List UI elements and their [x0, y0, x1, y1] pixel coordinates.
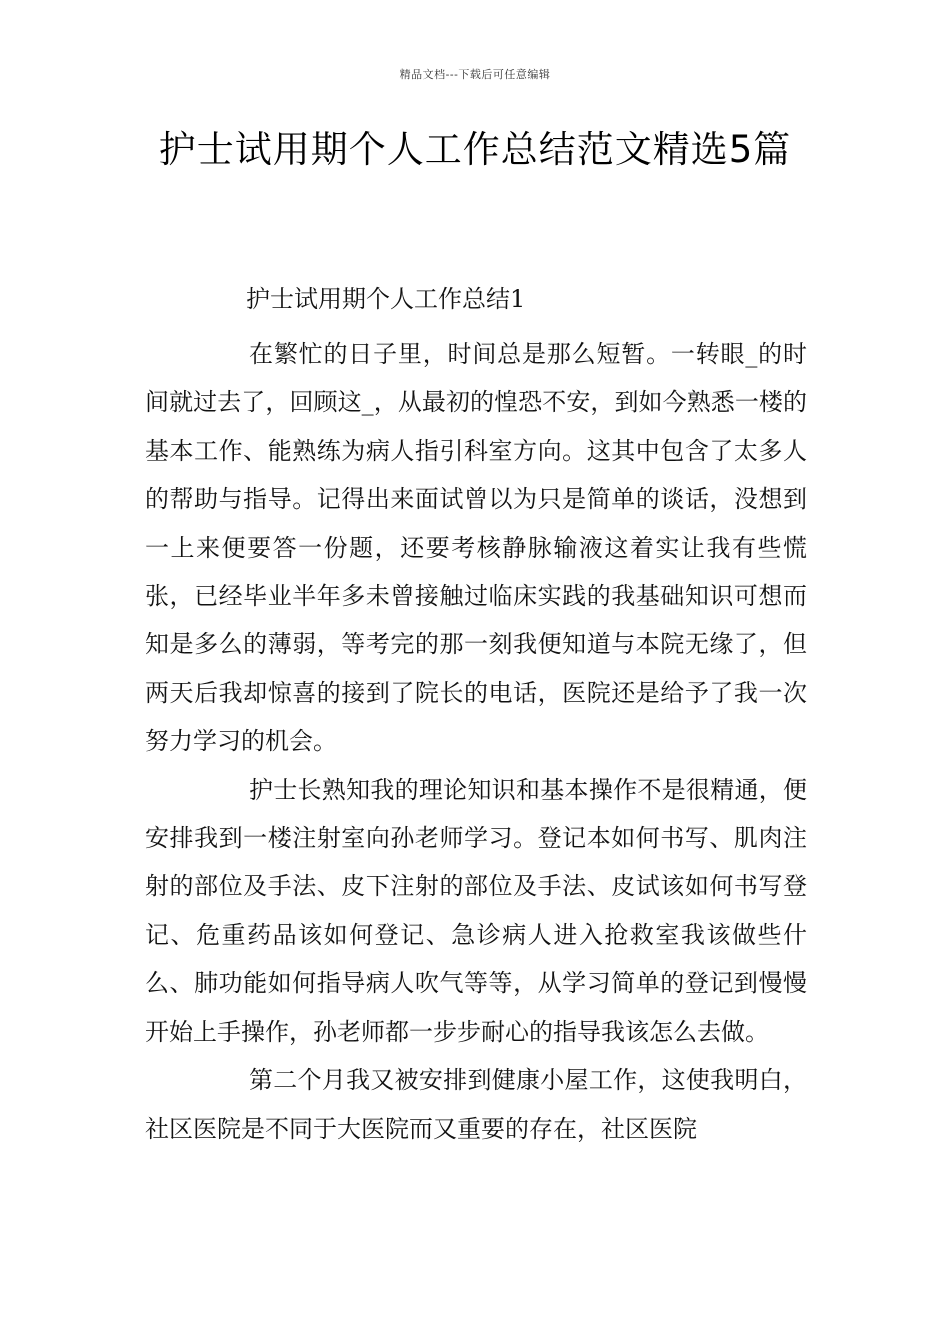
document-title: 护士试用期个人工作总结范文精选5篇 [158, 128, 792, 171]
paragraph: 在繁忙的日子里，时间总是那么短暂。一转眼_的时间就过去了，回顾这_，从最初的惶恐不安，到如今熟悉一楼的基本工作、能熟练为病人指引科室方向。这其中包含了太多人的帮助与指导。记得出来面试曾以为只是简单的谈话，没想到一上来便要答一份题，还要考核静脉输液这着实让我有些慌张，已经毕业半年多未曾接触过临床实践的我基础知识可想而知是多么的薄弱，等考完的那一刻我便知道与本院无缘了，但两天后我却惊喜的接到了院长的电话，医院还是给予了我一次努力学习的机会。 [145, 340, 807, 756]
paragraph: 护士长熟知我的理论知识和基本操作不是很精通，便安排我到一楼注射室向孙老师学习。登记本如何书写、肌肉注射的部位及手法、皮下注射的部位及手法、皮试该如何书写登记、危重药品该如何登记、急诊病人进入抢救室我该做些什么、肺功能如何指导病人吹气等等，从学习简单的登记到慢慢开始上手操作，孙老师都一步步耐心的指导我该怎么去做。 [145, 775, 807, 1046]
body-text [145, 330, 807, 1153]
paragraph: 第二个月我又被安排到健康小屋工作，这使我明白，社区医院是不同于大医院而又重要的存在，社区医院 [145, 1066, 807, 1143]
header-note: 精品文档---下载后可任意编辑 [399, 68, 551, 81]
section-heading: 护士试用期个人工作总结1 [246, 285, 526, 313]
